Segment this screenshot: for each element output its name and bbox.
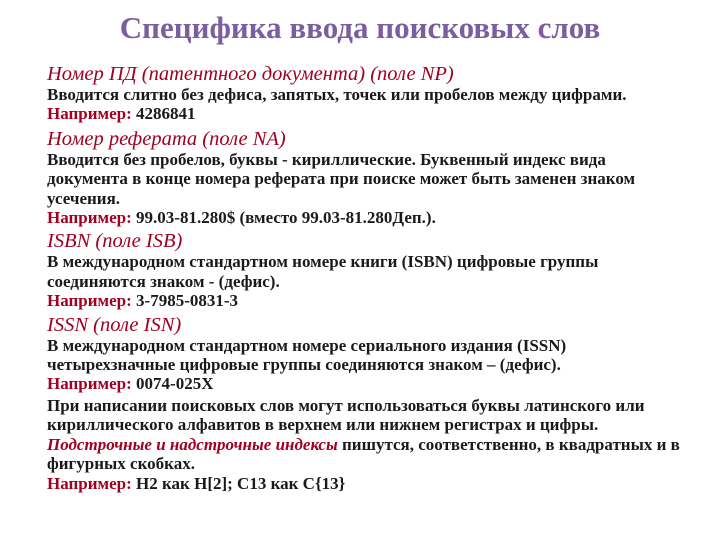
example-value-np: 4286841 xyxy=(136,104,196,124)
closing-text-2: пишутся, соответственно, в квадратных и в фигурных скобках. xyxy=(47,434,680,474)
section-heading-np: Номер ПД (патентного документа) (поле NP) xyxy=(47,63,454,85)
section-heading-isb: ISBN (поле ISB) xyxy=(47,230,183,253)
section-text-na: Вводится без пробелов, буквы - кириллические. Буквенный индекс вида документа в конце номера реферата при поиске может быть заменен знаком усечения. xyxy=(47,149,636,208)
section-body-isn xyxy=(47,336,687,394)
closing-italic-phrase: Подстрочные и надстрочные индексы xyxy=(47,434,338,454)
section-heading-na: Номер реферата (поле NA) xyxy=(47,127,286,150)
section-body-isb xyxy=(47,252,687,310)
section-body-np xyxy=(47,85,687,124)
page-title: Специфика ввода поисковых слов xyxy=(119,10,601,45)
example-value-na: 99.03-81.280$ (вместо 99.03-81.280Деп.). xyxy=(136,208,436,228)
example-label-np: Например: xyxy=(47,104,132,124)
section-text-isn: В международном стандартном номере сериального издания (ISSN) четырехзначные цифровые группы соединяются знаком – (дефис). xyxy=(47,335,567,375)
example-label-isb: Например: xyxy=(47,291,132,311)
closing-paragraph xyxy=(47,396,687,493)
example-label-na: Например: xyxy=(47,208,132,228)
closing-text-1: При написании поисковых слов могут использоваться буквы латинского или кириллического алфавитов в верхнем или нижнем регистрах и цифры. xyxy=(47,395,645,435)
closing-example-value: Н2 как Н[2]; С13 как С{13} xyxy=(136,473,346,493)
section-heading-isn: ISSN (поле ISN) xyxy=(47,313,182,336)
example-value-isb: 3-7985-0831-3 xyxy=(136,291,239,311)
closing-example-label: Например: xyxy=(47,473,132,493)
section-text-np: Вводится слитно без дефиса, запятых, точек или пробелов между цифрами. xyxy=(47,85,627,104)
example-value-isn: 0074-025X xyxy=(136,374,214,394)
section-body-na xyxy=(47,150,687,228)
example-label-isn: Например: xyxy=(47,374,132,394)
content-area xyxy=(47,62,687,493)
section-text-isb: В международном стандартном номере книги (ISBN) цифровые группы соединяются знаком - (дефис). xyxy=(47,252,599,291)
